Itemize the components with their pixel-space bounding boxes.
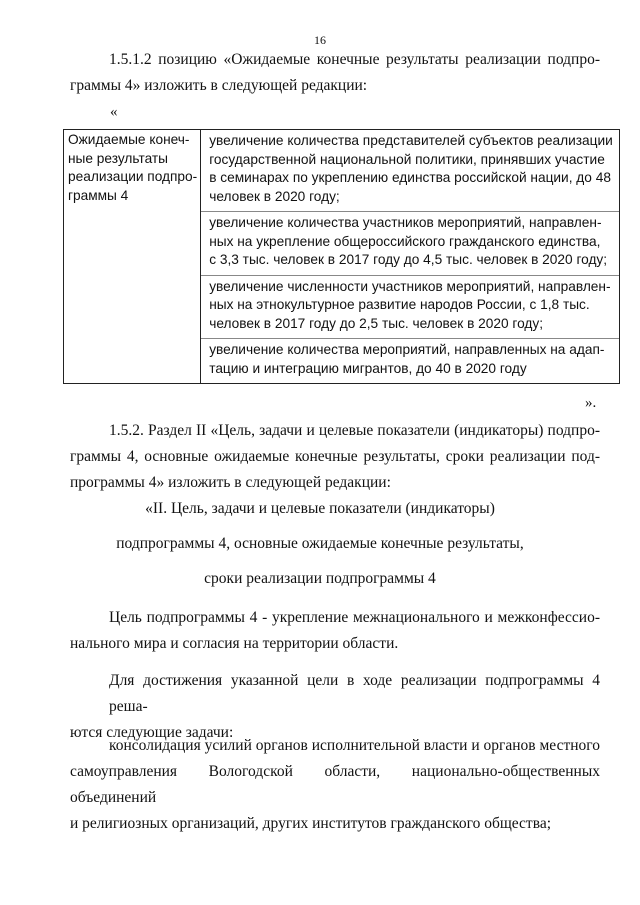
text-line: граммы 4, основные ожидаемые конечные результаты, сроки реализации под- (70, 448, 600, 465)
row-header-cell (64, 130, 201, 384)
row-header-line: Ожидаемые конеч- (68, 132, 190, 147)
results-cell (201, 130, 620, 384)
result-item (201, 212, 619, 276)
paragraph-1-5-2 (70, 418, 600, 496)
section-heading-line-3: сроки реализации подпрограммы 4 (204, 570, 436, 587)
row-header-line: реализации подпро- (68, 169, 198, 184)
paragraph-1-5-1-2 (70, 47, 600, 99)
section-heading-line-1: «II. Цель, задачи и целевые показатели (индикаторы) (145, 500, 495, 517)
result-line: увеличение количества участников мероприятий, направлен- (209, 215, 602, 230)
text-line: 1.5.1.2 позицию «Ожидаемые конечные результаты реализации подпро- (109, 51, 600, 68)
result-line: человек в 2020 году; (209, 188, 340, 204)
opening-quote: « (110, 104, 118, 120)
result-line: тацию и интеграцию мигрантов, до 40 в 2020 году (209, 360, 527, 376)
text-line: программы 4» изложить в следующей редакции: (70, 474, 391, 491)
result-line: государственной национальной политики, принявших участие (209, 151, 605, 167)
text-line: Цель подпрограммы 4 - укрепление межнационального и межконфессио- (109, 609, 600, 626)
result-line: в семинарах по укреплению единства российской нации, до 48 (209, 170, 611, 185)
table-row (64, 130, 620, 384)
result-line: увеличение количества мероприятий, направленных на адап- (209, 342, 605, 357)
task-paragraph (70, 733, 600, 837)
text-line: нального мира и согласия на территории области. (70, 635, 399, 652)
text-line: консолидация усилий органов исполнительной власти и органов местного (109, 737, 600, 754)
result-line: ных на укрепление общероссийского гражданского единства, (209, 233, 601, 249)
text-line: Для достижения указанной цели в ходе реализации подпрограммы 4 реша- (109, 672, 600, 715)
result-item (201, 276, 619, 340)
result-item (201, 130, 619, 212)
goal-paragraph (70, 605, 600, 657)
row-header-line: ные результаты (68, 150, 168, 166)
result-line: ных на этнокультурное развитие народов России, с 1,8 тыс. (209, 297, 590, 312)
result-line: увеличение количества представителей субъектов реализации (209, 133, 613, 148)
text-line: самоуправления Вологодской области, национально-общественных объединений (70, 763, 600, 806)
text-line: 1.5.2. Раздел II «Цель, задачи и целевые показатели (индикаторы) подпро- (109, 422, 600, 439)
text-line: ются следующие задачи: (70, 724, 234, 741)
results-table (63, 129, 620, 384)
result-line: с 3,3 тыс. человек в 2017 году до 4,5 тыс. человек в 2020 году; (209, 252, 608, 267)
row-header-line: граммы 4 (68, 187, 129, 203)
closing-quote: ». (585, 395, 597, 411)
section-heading-line-2: подпрограммы 4, основные ожидаемые конечные результаты, (116, 535, 524, 552)
result-line: человек в 2017 году до 2,5 тыс. человек в 2020 году; (209, 315, 544, 331)
text-line: граммы 4» изложить в следующей редакции: (70, 77, 368, 94)
text-line: и религиозных организаций, других институтов гражданского общества; (70, 815, 551, 832)
result-line: увеличение численности участников мероприятий, направлен- (209, 278, 611, 294)
page-number: 16 (314, 33, 326, 47)
result-item (201, 339, 619, 383)
